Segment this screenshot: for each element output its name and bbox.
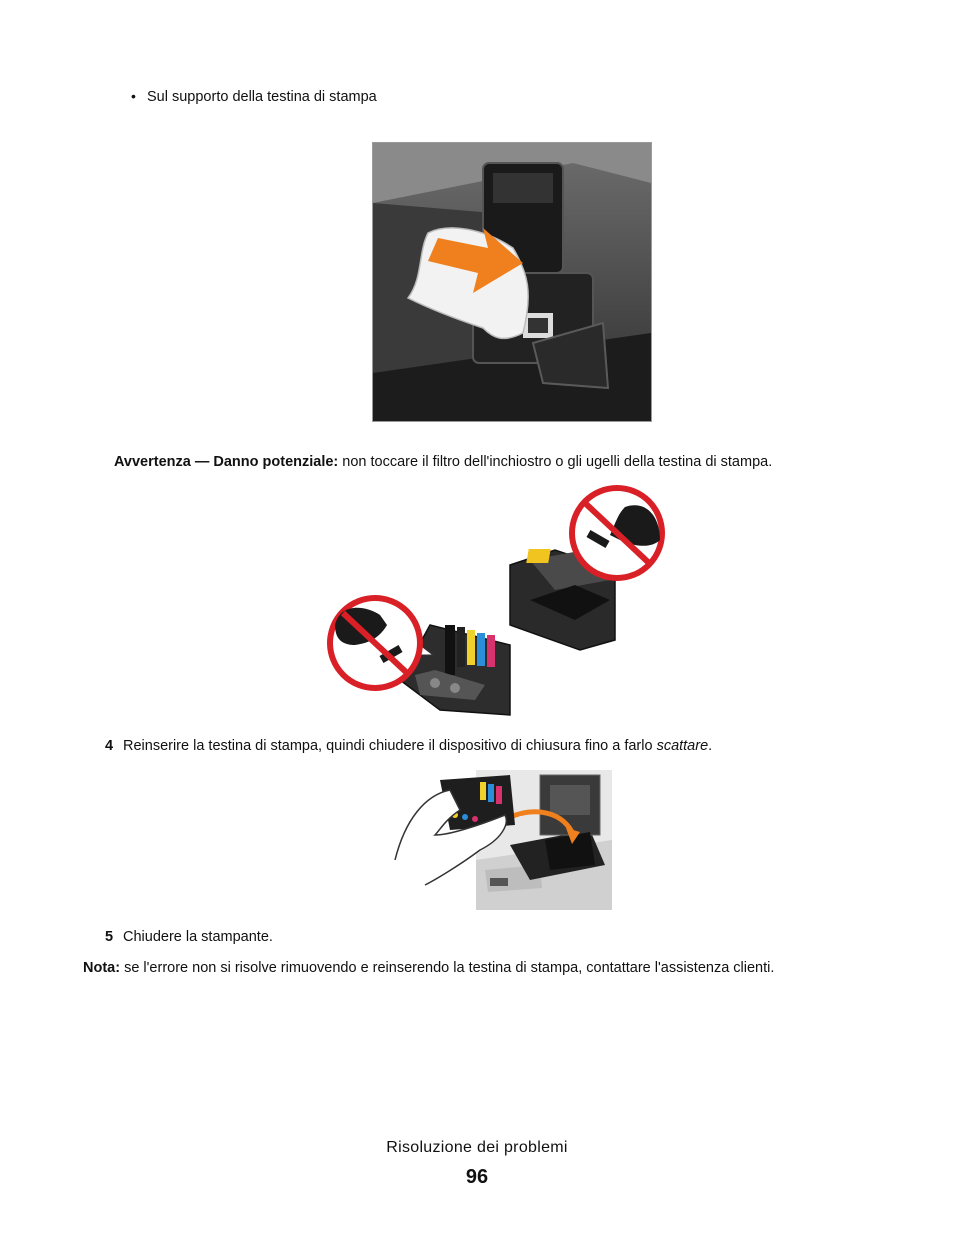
step-text-end: . <box>708 738 713 754</box>
step-4 <box>105 736 712 756</box>
step-number: 5 <box>105 929 114 945</box>
note-label: Nota: <box>83 960 121 976</box>
bullet-item <box>131 86 377 107</box>
prohibition-icon-bottom <box>330 598 420 688</box>
step-5 <box>105 927 273 947</box>
prohibition-icon-top <box>572 488 662 578</box>
footer-section-title: Risoluzione dei problemi <box>386 1139 568 1156</box>
step-text: Chiudere la stampante. <box>123 929 273 945</box>
bullet-icon: • <box>131 88 136 104</box>
note-paragraph <box>83 958 774 978</box>
step-number: 4 <box>105 738 114 754</box>
page-number: 96 <box>465 1166 489 1188</box>
reinsert-printhead-image <box>390 770 612 910</box>
warning-text: non toccare il filtro dell'inchiostro o gli ugelli della testina di stampa. <box>338 454 773 470</box>
do-not-touch-image <box>325 485 670 720</box>
step-text: Reinserire la testina di stampa, quindi chiudere il dispositivo di chiusura fino a farlo <box>123 738 657 754</box>
warning-label: Avvertenza — Danno potenziale: <box>114 454 339 470</box>
note-text: se l'errore non si risolve rimuovendo e reinserendo la testina di stampa, contattare l'assistenza clienti. <box>120 960 775 976</box>
step-text-italic: scattare <box>656 738 709 754</box>
warning-paragraph <box>114 452 772 472</box>
bullet-item-text: Sul supporto della testina di stampa <box>147 89 377 105</box>
printhead-carrier-cleaning-image <box>372 142 652 422</box>
